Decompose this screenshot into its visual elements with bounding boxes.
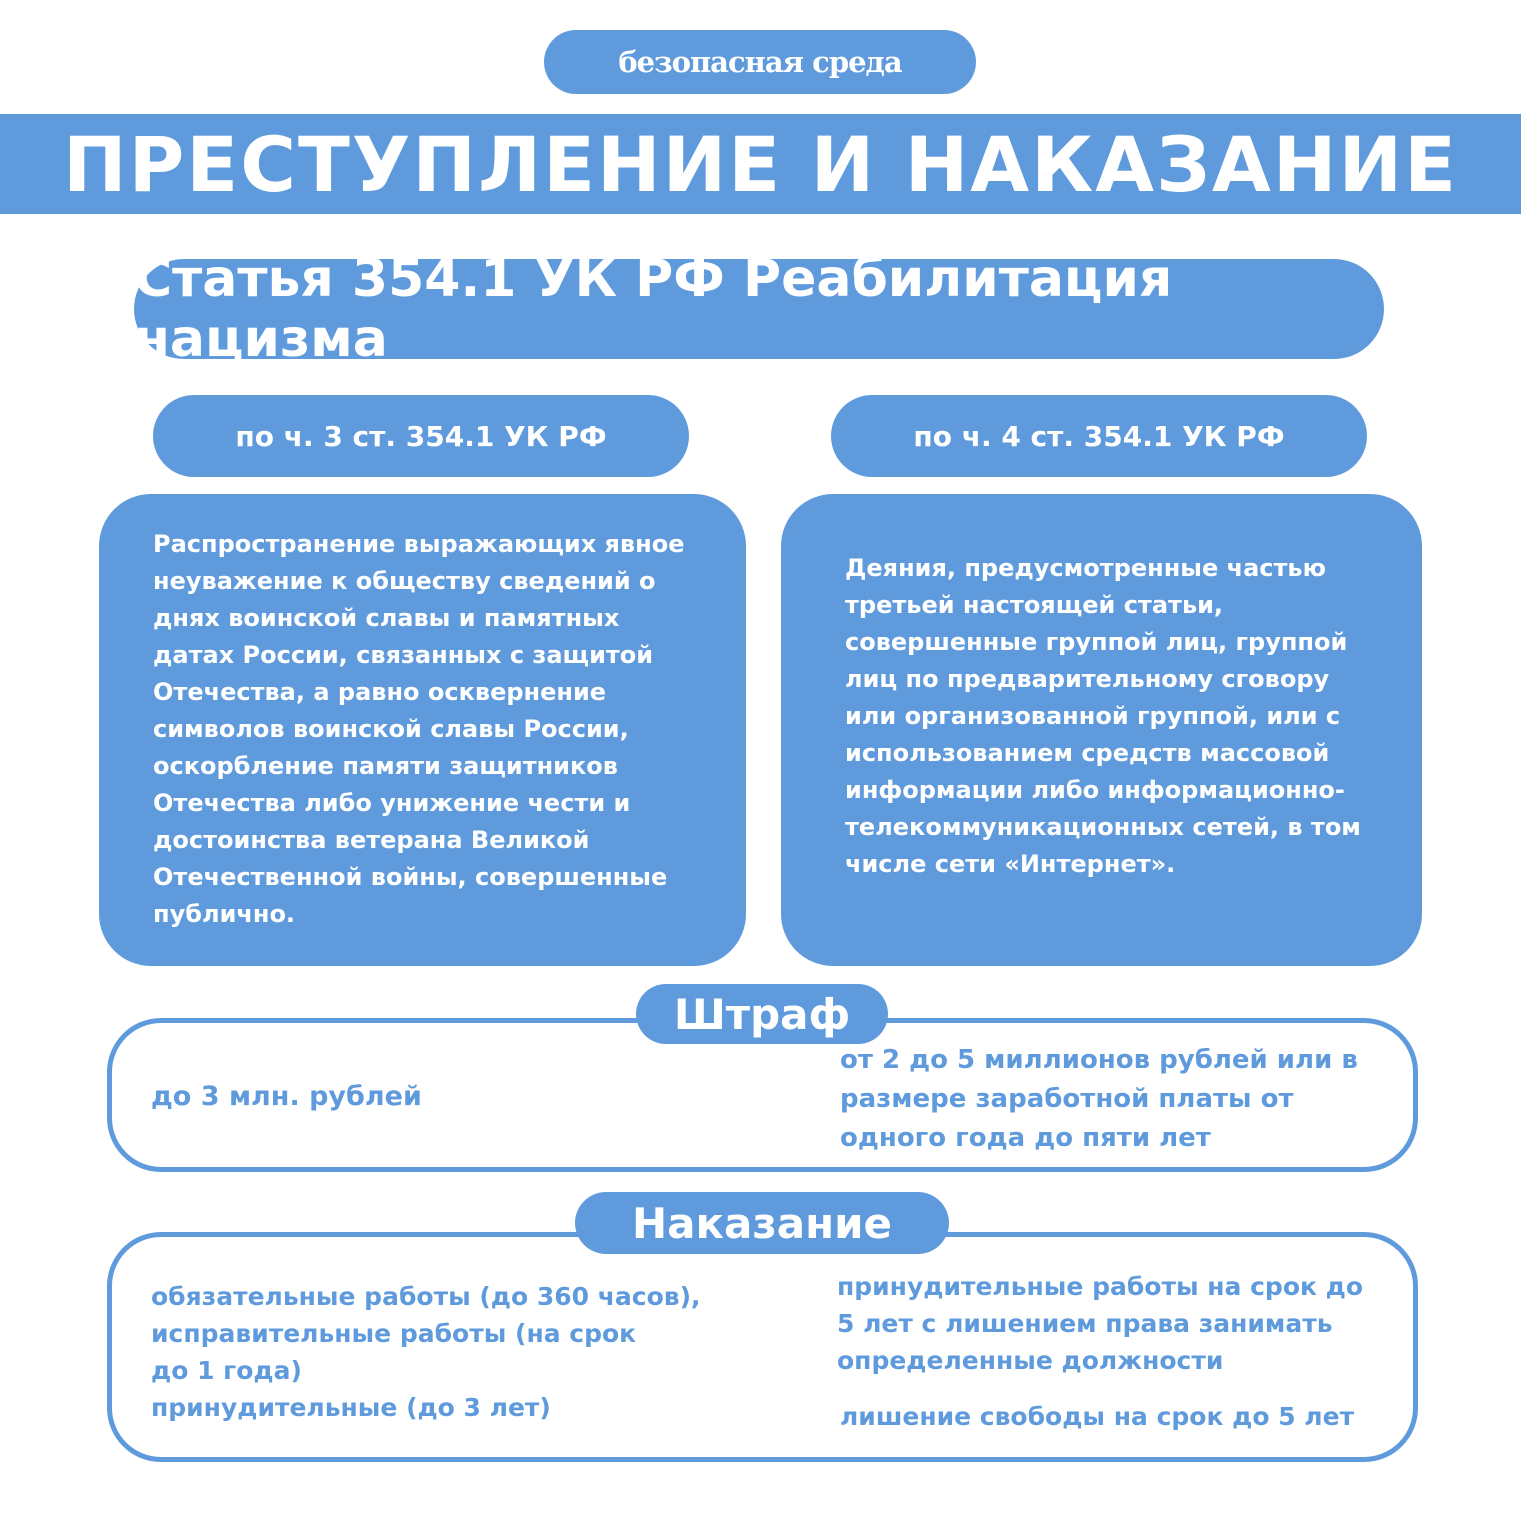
punishment-part-3-line: принудительные (до 3 лет) [151, 1393, 551, 1422]
part-4-description-text: Деяния, предусмотренные частью третьей настоящей статьи, совершенные группой лиц, группой лиц по предварительному сговору или организованной группой, или с использованием средств массовой информации либо информационно-телекоммуникационных сетей, в том числе сети «Интернет». [845, 554, 1361, 878]
punishment-part-3-list [151, 1278, 751, 1426]
part-4-description-card [781, 494, 1422, 966]
punishment-part-3-line: до 1 года) [151, 1356, 302, 1385]
part-3-label: по ч. 3 ст. 354.1 УК РФ [153, 395, 689, 477]
fine-part-3-text: до 3 млн. рублей [151, 1081, 422, 1112]
fine-part-4-text: от 2 до 5 миллионов рублей или в размере заработной платы от одного года до пяти лет [840, 1045, 1358, 1153]
part-3-description-text: Распространение выражающих явное неуважение к обществу сведений о днях воинской славы и памятных датах России, связанных с защитой Отечества, а равно осквернение символов воинской славы России, оскорбление памяти защитников Отечества либо унижение чести и достоинства ветерана Великой Отечественной войны, совершенные публично. [153, 530, 685, 928]
part-3-description-card [99, 494, 746, 966]
brand-badge: безопасная среда [544, 30, 976, 94]
punishment-part-3-line: обязательные работы (до 360 часов), [151, 1282, 701, 1311]
punishment-part-4-imprisonment: лишение свободы на срок до 5 лет [840, 1402, 1355, 1431]
part-4-label: по ч. 4 ст. 354.1 УК РФ [831, 395, 1367, 477]
page-title-banner: ПРЕСТУПЛЕНИЕ И НАКАЗАНИЕ [0, 114, 1521, 214]
punishment-part-3-line: исправительные работы (на срок [151, 1319, 637, 1348]
fine-section-label: Штраф [636, 984, 888, 1044]
punishment-section-label: Наказание [575, 1192, 949, 1254]
punishment-part-4-forced-labor: принудительные работы на срок до 5 лет с лишением права занимать определенные должности [837, 1272, 1364, 1375]
article-title: Статья 354.1 УК РФ Реабилитация нацизма [134, 259, 1384, 359]
